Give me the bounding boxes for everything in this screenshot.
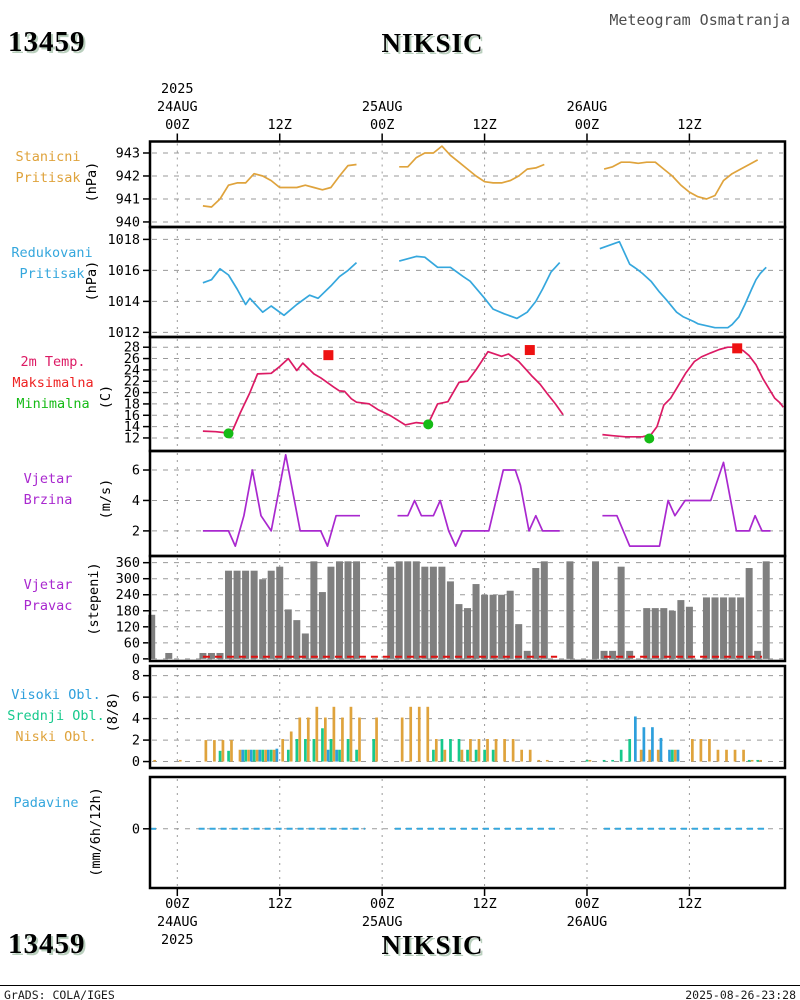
max-temp-marker — [323, 350, 333, 360]
cloud-bar-niski — [264, 750, 267, 762]
y-tick-label: 12 — [123, 430, 140, 447]
wind-direction-bar — [729, 597, 736, 658]
x-tick-time-top: 00Z — [369, 117, 395, 133]
cloud-bar-visoki — [668, 750, 671, 762]
cloud-bar-srednji — [586, 760, 589, 762]
cloud-bar-srednji — [270, 750, 273, 762]
y-tick-label: 360 — [115, 555, 140, 572]
y-tick-label: 60 — [123, 635, 140, 652]
wind-direction-bar — [464, 608, 471, 659]
cloud-bar-niski — [674, 750, 677, 762]
x-tick-date-top: 26AUG — [566, 99, 608, 115]
cloud-bar-niski — [239, 750, 242, 762]
cloud-bar-niski — [256, 750, 259, 762]
wind-direction-bar — [447, 581, 454, 658]
cloud-bar-srednji — [603, 760, 606, 762]
series-line-brzina — [398, 470, 560, 546]
y-tick-label: 26 — [123, 351, 140, 368]
y-tick-label: 2 — [131, 732, 140, 749]
y-tick-label: 28 — [123, 339, 140, 356]
cloud-bar-srednji — [261, 750, 264, 762]
cloud-bar-niski — [537, 760, 540, 762]
cloud-bar-niski — [657, 750, 660, 762]
x-tick-date-bottom: 25AUG — [361, 914, 403, 930]
unit-label-redukovani: (hPa) — [84, 260, 100, 302]
series-line-redukovani — [600, 242, 766, 328]
min-temp-marker — [423, 419, 433, 429]
cloud-bar-niski — [222, 740, 225, 761]
y-tick-label: 2 — [131, 523, 140, 540]
y-tick-label: 1014 — [107, 293, 140, 310]
cloud-bar-niski — [691, 739, 694, 762]
cloud-bar-niski — [358, 718, 361, 762]
cloud-bar-niski — [648, 750, 651, 762]
x-tick-time-bottom: 00Z — [574, 896, 600, 912]
wind-direction-bar — [413, 561, 420, 659]
cloud-bar-visoki — [634, 716, 637, 761]
x-tick-time-top: 12Z — [677, 117, 702, 133]
cloud-bar-srednji — [611, 760, 614, 762]
cloud-bar-srednji — [756, 760, 759, 762]
unit-label-pravac: (stepeni) — [86, 562, 102, 636]
cloud-bar-niski — [495, 739, 498, 762]
wind-direction-bar — [234, 571, 241, 659]
panel-label-line: Minimalna — [16, 396, 90, 412]
wind-direction-bar — [515, 624, 522, 659]
panel-label-line: Pravac — [23, 598, 73, 614]
x-tick-time-bottom: 12Z — [267, 896, 292, 912]
cloud-bar-srednji — [330, 739, 333, 762]
cloud-bar-niski — [213, 740, 216, 761]
panel-label-line: Vjetar — [23, 577, 73, 593]
cloud-bar-niski — [341, 718, 344, 762]
series-line-redukovani — [399, 256, 560, 318]
cloud-bar-srednji — [296, 739, 299, 762]
cloud-bar-niski — [409, 707, 412, 762]
cloud-bar-srednji — [748, 760, 751, 762]
x-tick-time-bottom: 12Z — [472, 896, 497, 912]
cloud-bar-niski — [153, 760, 156, 762]
cloud-bar-visoki — [335, 750, 338, 762]
y-tick-label: 4 — [131, 492, 140, 509]
timestamp: 2025-08-26-23:28 — [685, 988, 796, 1000]
max-temp-marker — [525, 345, 535, 355]
y-tick-label: 18 — [123, 396, 140, 413]
x-tick-year-top: 2025 — [161, 81, 194, 97]
wind-direction-bar — [566, 561, 573, 659]
cloud-bar-srednji — [483, 750, 486, 762]
wind-direction-bar — [396, 561, 403, 659]
wind-direction-bar — [669, 611, 676, 659]
page-title-bottom: NIKSIC — [381, 930, 484, 960]
y-tick-label: 1012 — [107, 324, 140, 341]
cloud-bar-visoki — [651, 727, 654, 761]
series-line-brzina — [203, 455, 360, 546]
cloud-bar-niski — [469, 739, 472, 762]
panel-label-line: Srednji Obl. — [7, 708, 105, 724]
y-tick-label: 180 — [115, 603, 140, 620]
y-tick-label: 22 — [123, 373, 140, 390]
y-tick-label: 240 — [115, 587, 140, 604]
wind-direction-bar — [720, 597, 727, 658]
wind-direction-bar — [259, 579, 266, 659]
cloud-bar-visoki — [643, 727, 646, 761]
cloud-bar-niski — [281, 739, 284, 762]
cloud-bar-niski — [717, 750, 720, 762]
cloud-bar-niski — [273, 750, 276, 762]
panel-label-line: Brzina — [23, 492, 73, 508]
cloud-bar-srednji — [253, 750, 256, 762]
wind-direction-bar — [310, 561, 317, 659]
cloud-bar-niski — [298, 718, 301, 762]
y-tick-label: 8 — [131, 668, 140, 685]
wind-direction-bar — [532, 568, 539, 659]
wind-direction-bar — [430, 567, 437, 659]
y-tick-label: 0 — [131, 821, 140, 838]
series-line-stanicni — [604, 160, 758, 199]
wind-direction-bar — [242, 571, 249, 659]
y-tick-label: 4 — [131, 711, 140, 728]
x-tick-time-top: 00Z — [165, 117, 190, 133]
wind-direction-bar — [652, 608, 659, 659]
y-tick-label: 1016 — [107, 262, 140, 279]
cloud-bar-niski — [375, 718, 378, 762]
app-title: Meteogram Osmatranja — [609, 11, 790, 29]
y-tick-label: 1018 — [107, 231, 140, 248]
y-tick-label: 20 — [123, 385, 140, 402]
wind-direction-bar — [455, 604, 462, 659]
cloud-bar-niski — [350, 707, 353, 762]
x-tick-time-bottom: 12Z — [677, 896, 702, 912]
unit-label-padavine: (mm/6h/12h) — [88, 787, 104, 877]
cloud-bar-visoki — [677, 750, 680, 762]
cloud-bar-srednji — [338, 750, 341, 762]
cloud-bar-niski — [443, 750, 446, 762]
cloud-bar-srednji — [466, 750, 469, 762]
panel-label-line: Pritisak — [19, 266, 85, 282]
wind-direction-bar — [225, 571, 232, 659]
wind-direction-bar — [293, 620, 300, 659]
wind-direction-bar — [677, 600, 684, 659]
panel-label-line: Redukovani — [11, 245, 93, 261]
cloud-bar-niski — [589, 760, 592, 762]
wind-direction-bar — [276, 567, 283, 659]
y-tick-label: 6 — [131, 689, 140, 706]
cloud-bar-niski — [640, 750, 643, 762]
panel-label-line: Padavine — [13, 795, 79, 811]
cloud-bar-niski — [418, 707, 421, 762]
cloud-bar-niski — [512, 739, 515, 762]
panel-label-line: Visoki Obl. — [11, 687, 101, 703]
unit-label-stanicni: (hPa) — [84, 161, 100, 203]
cloud-bar-srednji — [432, 750, 435, 762]
wind-direction-bar — [319, 592, 326, 659]
cloud-bar-srednji — [227, 751, 230, 762]
cloud-bar-visoki — [660, 738, 663, 762]
x-tick-year-bottom: 2025 — [161, 932, 194, 948]
wind-direction-bar — [268, 571, 275, 659]
cloud-bar-srednji — [671, 750, 674, 762]
wind-direction-bar — [481, 595, 488, 659]
wind-direction-bar — [353, 561, 360, 659]
cloud-bar-visoki — [241, 750, 244, 762]
cloud-bar-srednji — [372, 739, 375, 762]
cloud-bar-niski — [700, 739, 703, 762]
y-tick-label: 941 — [115, 191, 140, 208]
x-tick-date-bottom: 26AUG — [566, 914, 608, 930]
wind-direction-bar — [763, 561, 770, 659]
wind-direction-bar — [498, 595, 505, 659]
cloud-bar-visoki — [276, 749, 279, 762]
x-tick-time-top: 12Z — [267, 117, 292, 133]
min-temp-marker — [224, 428, 234, 438]
cloud-bar-niski — [529, 750, 532, 762]
y-tick-label: 0 — [131, 754, 140, 771]
wind-direction-bar — [660, 608, 667, 659]
y-tick-label: 943 — [115, 145, 140, 162]
cloud-bar-niski — [290, 731, 293, 761]
wind-direction-bar — [507, 591, 514, 659]
cloud-bar-visoki — [258, 750, 261, 762]
wind-direction-bar — [387, 567, 394, 659]
cloud-bar-niski — [333, 707, 336, 762]
wind-direction-bar — [251, 571, 258, 659]
panel-label-line: Stanicni — [15, 149, 81, 165]
wind-direction-bar — [592, 561, 599, 659]
cloud-bar-srednji — [620, 750, 623, 762]
panel-label-line: 2m Temp. — [20, 354, 86, 370]
footer-divider — [0, 985, 800, 986]
panel-label-line: Maksimalna — [12, 375, 94, 391]
wind-direction-bar — [285, 609, 292, 658]
unit-label-oblaci: (8/8) — [105, 691, 121, 733]
x-tick-time-top: 00Z — [574, 117, 600, 133]
cloud-bar-srednji — [628, 739, 631, 762]
cloud-bar-srednji — [458, 739, 461, 762]
y-tick-label: 14 — [123, 419, 140, 436]
x-tick-date-bottom: 24AUG — [156, 914, 198, 930]
cloud-bar-niski — [179, 760, 182, 762]
wind-direction-bar — [686, 607, 693, 659]
cloud-bar-niski — [486, 739, 489, 762]
cloud-bar-srednji — [219, 751, 222, 762]
cloud-bar-niski — [503, 739, 506, 762]
page-title: NIKSIC — [381, 28, 484, 58]
cloud-bar-srednji — [355, 750, 358, 762]
wind-direction-bar — [737, 597, 744, 658]
y-tick-label: 300 — [115, 571, 140, 588]
cloud-bar-niski — [315, 707, 318, 762]
y-tick-label: 0 — [131, 651, 140, 668]
wind-direction-bar — [421, 567, 428, 659]
cloud-bar-niski — [230, 740, 233, 761]
x-tick-date-top: 24AUG — [156, 99, 198, 115]
cloud-bar-srednji — [244, 750, 247, 762]
panel-label-line: Vjetar — [23, 471, 73, 487]
cloud-bar-niski — [734, 750, 737, 762]
x-tick-time-top: 12Z — [472, 117, 497, 133]
y-tick-label: 120 — [115, 619, 140, 636]
wind-direction-bar — [712, 597, 719, 658]
cloud-bar-srednji — [347, 739, 350, 762]
y-tick-label: 6 — [131, 462, 140, 479]
wind-direction-bar — [302, 633, 309, 658]
series-line-temp — [602, 347, 783, 437]
cloud-bar-niski — [708, 739, 711, 762]
min-temp-marker — [644, 434, 654, 444]
wind-direction-bar — [438, 567, 445, 659]
x-tick-date-top: 25AUG — [361, 99, 403, 115]
wind-direction-bar — [473, 584, 480, 659]
cloud-bar-niski — [520, 750, 523, 762]
cloud-bar-srednji — [475, 750, 478, 762]
wind-direction-bar — [643, 608, 650, 659]
cloud-bar-niski — [324, 718, 327, 762]
cloud-bar-niski — [478, 739, 481, 762]
cloud-bar-niski — [725, 750, 728, 762]
cloud-bar-niski — [751, 760, 754, 762]
unit-label-temp: (C) — [98, 384, 114, 410]
cloud-bar-niski — [307, 718, 310, 762]
cloud-bar-niski — [742, 750, 745, 762]
panel-label-line: Niski Obl. — [15, 729, 97, 745]
wind-direction-bar — [165, 653, 172, 659]
cloud-bar-visoki — [250, 750, 253, 762]
station-id-top: 13459 — [8, 26, 86, 58]
cloud-bar-visoki — [327, 750, 330, 762]
panel-label-line: Pritisak — [15, 170, 81, 186]
cloud-bar-srednji — [492, 750, 495, 762]
unit-label-brzina: (m/s) — [98, 478, 114, 520]
wind-direction-bar — [336, 561, 343, 659]
cloud-bar-srednji — [441, 739, 444, 762]
cloud-bar-niski — [759, 760, 762, 762]
wind-direction-bar — [618, 567, 625, 659]
cloud-bar-srednji — [449, 739, 452, 762]
cloud-bar-niski — [461, 750, 464, 762]
y-tick-label: 940 — [115, 214, 140, 231]
wind-direction-bar — [703, 597, 710, 658]
wind-direction-bar — [327, 567, 334, 659]
wind-direction-bar — [404, 561, 411, 659]
cloud-bar-niski — [401, 718, 404, 762]
cloud-bar-srednji — [304, 739, 307, 762]
x-tick-time-bottom: 00Z — [369, 896, 395, 912]
cloud-bar-niski — [426, 707, 429, 762]
y-tick-label: 942 — [115, 168, 140, 185]
cloud-bar-niski — [435, 739, 438, 762]
cloud-bar-visoki — [267, 750, 270, 762]
wind-direction-bar — [345, 561, 352, 659]
cloud-bar-niski — [247, 750, 250, 762]
y-tick-label: 16 — [123, 407, 140, 424]
cloud-bar-srednji — [313, 739, 316, 762]
series-line-brzina — [602, 462, 770, 546]
x-tick-time-bottom: 00Z — [165, 896, 190, 912]
cloud-bar-niski — [546, 760, 549, 762]
wind-direction-bar — [746, 568, 753, 659]
station-id-bottom: 13459 — [8, 928, 86, 960]
y-tick-label: 24 — [123, 362, 140, 379]
cloud-bar-srednji — [287, 750, 290, 762]
wind-direction-bar — [541, 561, 548, 659]
grads-credit: GrADS: COLA/IGES — [4, 988, 115, 1000]
cloud-bar-srednji — [321, 728, 324, 761]
cloud-bar-niski — [205, 740, 208, 761]
wind-direction-bar — [490, 595, 497, 659]
max-temp-marker — [732, 343, 742, 353]
series-line-stanicni — [399, 146, 544, 183]
